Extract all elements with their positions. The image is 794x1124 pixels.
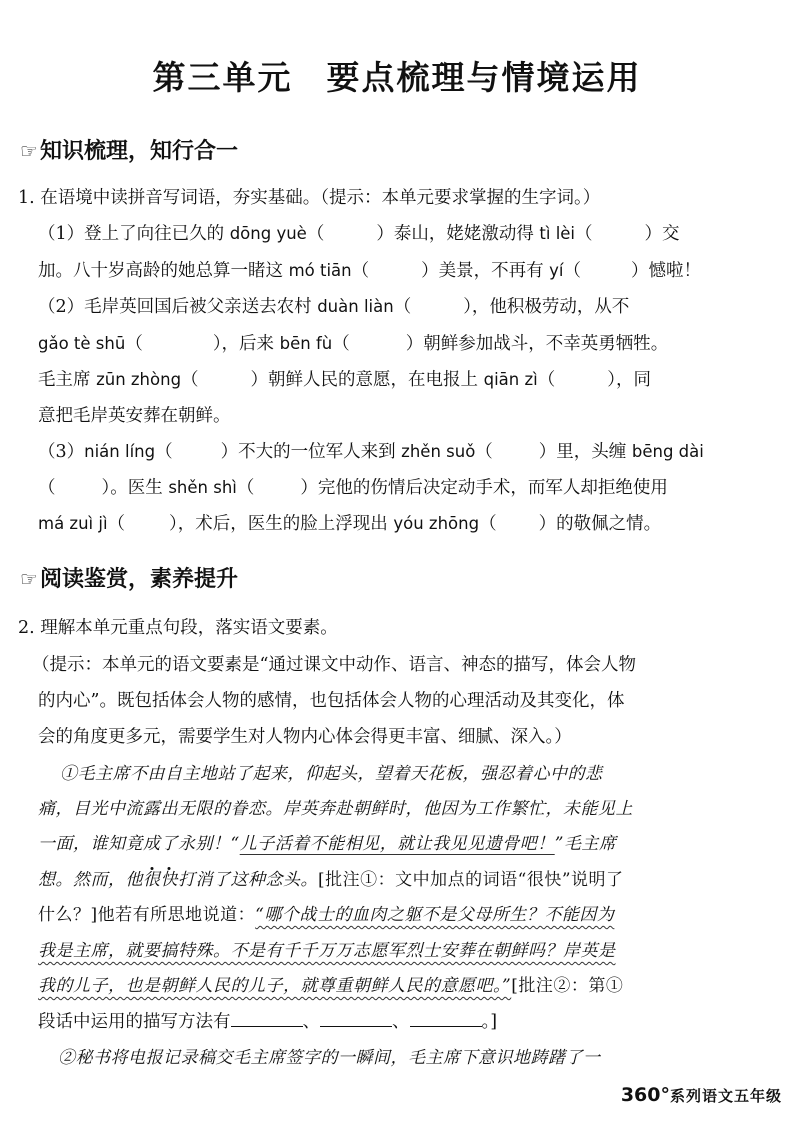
passage-line-8: 段话中运用的描写方法有 、 、 。] <box>38 1012 498 1032</box>
pointing-hand-icon: ☞ <box>20 139 38 163</box>
question-2-stem: 2. 理解本单元重点句段，落实语文要素。 <box>18 618 338 638</box>
unit-label: 第三单元 <box>152 58 293 97</box>
question-1-line-9: má zuì jì（ ），术后，医生的脸上浮现出 yóu zhōng（ ）的敬佩之情。 <box>38 514 662 534</box>
underlined-quote: 儿子活着不能相见，就让我见见遗骨吧！ <box>239 834 555 854</box>
passage-line-3: 一面，谁知竟成了永别！“儿子活着不能相见，就让我见见遗骨吧！”毛主席 <box>38 834 617 854</box>
question-1-line-4: gǎo tè shū（ ），后来 bēn fù（ ）朝鲜参加战斗，不幸英勇牺牲。 <box>38 334 669 354</box>
passage-line-4: 想。然而，他很快打消了这种念头。[批注①：文中加点的词语“很快”说明了 <box>38 870 624 890</box>
section-heading-knowledge <box>20 134 238 165</box>
wavy-underlined-speech: 我是主席，就要搞特殊。不是有千千万万志愿军烈士安葬在朝鲜吗？岸英是 <box>38 941 616 961</box>
passage-line-1: ①毛主席不由自主地站了起来，仰起头，望着天花板，强忍着心中的悲 <box>60 764 603 784</box>
pointing-hand-icon: ☞ <box>20 567 38 591</box>
question-2-hint-line-3: 会的角度更多元，需要学生对人物内心体会得更丰富、细腻、深入。） <box>38 727 572 747</box>
question-1-line-3: （2）毛岸英回国后被父亲送去农村 duàn liàn（ ），他积极劳动，从不 <box>38 297 630 317</box>
passage-line-7 <box>38 974 623 998</box>
emphasis-dot-char: 很 <box>143 870 161 890</box>
passage-line-5: 什么？]他若有所思地说道：“哪个战士的血肉之躯不是父母所生？不能因为 <box>38 905 615 925</box>
unit-topic: 要点梳理与情境运用 <box>326 58 642 97</box>
footer-series-label: 360°系列语文五年级 <box>620 1084 782 1106</box>
wavy-underlined-speech: 我的儿子，也是朝鲜人民的儿子，就尊重朝鲜人民的意愿吧。” <box>38 976 512 996</box>
answer-line[interactable] <box>231 1012 303 1027</box>
section-heading-reading <box>20 562 238 593</box>
question-1-line-1: （1）登上了向往已久的 dōng yuè（ ）泰山，姥姥激动得 tì lèi（ ）交 <box>38 224 680 244</box>
section-label: 知识梳理，知行合一 <box>39 139 238 164</box>
passage-line-9: ②秘书将电报记录稿交毛主席签字的一瞬间，毛主席下意识地踌躇了一 <box>58 1048 601 1068</box>
annotation-2: [批注②：第① <box>511 976 624 996</box>
question-1-line-5: 毛主席 zūn zhòng（ ）朝鲜人民的意愿，在电报上 qiān zì（ ），同 <box>38 370 651 390</box>
question-2-hint-line-2: 的内心”。既包括体会人物的感情，也包括体会人物的心理活动及其变化，体 <box>38 691 625 711</box>
question-1-line-6: 意把毛岸英安葬在朝鲜。 <box>38 406 231 426</box>
page-title <box>0 52 794 99</box>
question-2-hint-line-1: （提示：本单元的语文要素是“通过课文中动作、语言、神态的描写，体会人物 <box>32 655 636 675</box>
question-1-line-2: 加。八十岁高龄的她总算一睹这 mó tiān（ ）美景，不再有 yí（ ）憾啦！ <box>38 261 702 281</box>
answer-line[interactable] <box>410 1012 482 1027</box>
question-1-line-7: （3）nián líng（ ）不大的一位军人来到 zhěn suǒ（ ）里，头缠 bēng dài <box>38 442 704 462</box>
passage-line-6 <box>38 939 616 963</box>
section-label: 阅读鉴赏，素养提升 <box>39 567 238 592</box>
passage-line-2: 痛，目光中流露出无限的眷恋。岸英奔赴朝鲜时，他因为工作繁忙，未能见上 <box>38 799 633 819</box>
wavy-underlined-speech: “哪个战士的血肉之躯不是父母所生？不能因为 <box>255 905 615 925</box>
annotation-1: [批注①：文中加点的词语“很快”说明了 <box>318 870 624 890</box>
question-1-line-8: （ ）。医生 shěn shì（ ）完他的伤情后决定动手术，而军人却拒绝使用 <box>38 478 668 498</box>
answer-line[interactable] <box>320 1012 392 1027</box>
emphasis-dot-char: 快 <box>160 870 178 890</box>
question-1-stem: 1. 在语境中读拼音写词语，夯实基础。（提示：本单元要求掌握的生字词。） <box>18 188 601 208</box>
